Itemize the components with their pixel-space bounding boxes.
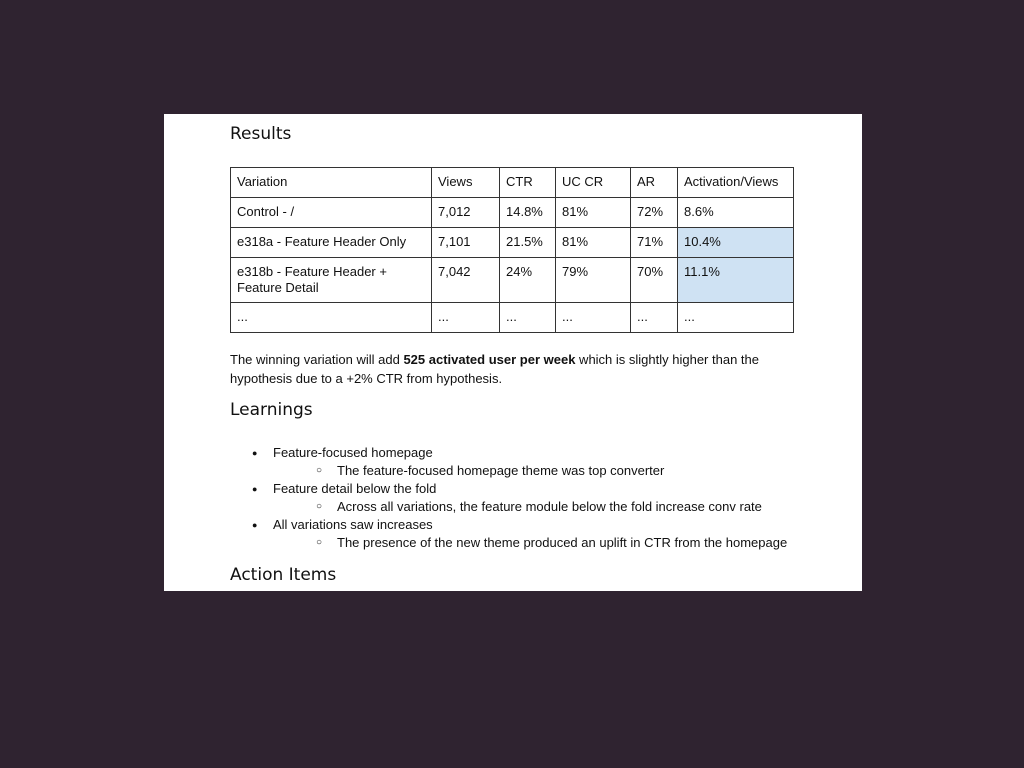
table-cell: Control - / bbox=[231, 198, 432, 228]
table-cell: ... bbox=[678, 303, 794, 333]
summary-paragraph bbox=[230, 350, 790, 388]
action-items-heading: Action Items bbox=[230, 565, 337, 585]
header-cell: Views bbox=[432, 168, 500, 198]
learnings-list bbox=[252, 444, 812, 552]
table-cell: ... bbox=[631, 303, 678, 333]
summary-text: The winning variation will add bbox=[230, 352, 404, 367]
sub-list-item: ○ Across all variations, the feature module below the fold increase conv rate bbox=[273, 498, 812, 516]
table-cell: ... bbox=[231, 303, 432, 333]
header-cell: Variation bbox=[231, 168, 432, 198]
table-cell: e318b - Feature Header + Feature Detail bbox=[231, 258, 432, 303]
table-cell: ... bbox=[432, 303, 500, 333]
table-cell: 14.8% bbox=[500, 198, 556, 228]
table-cell: 7,042 bbox=[432, 258, 500, 303]
learnings-heading: Learnings bbox=[230, 400, 313, 420]
table-cell: 81% bbox=[556, 198, 631, 228]
list-item-label: Feature detail below the fold bbox=[273, 481, 437, 496]
sub-list bbox=[273, 498, 812, 516]
list-item-label: All variations saw increases bbox=[273, 517, 433, 532]
results-heading: Results bbox=[230, 124, 292, 144]
table-cell: ... bbox=[500, 303, 556, 333]
results-table bbox=[230, 167, 794, 333]
sub-list bbox=[273, 534, 812, 552]
sub-list bbox=[273, 462, 812, 480]
header-cell: AR bbox=[631, 168, 678, 198]
table-row bbox=[231, 303, 794, 333]
table-cell: 7,101 bbox=[432, 228, 500, 258]
header-cell: Activation/Views bbox=[678, 168, 794, 198]
highlighted-cell: 10.4% bbox=[678, 228, 794, 258]
table-cell: 70% bbox=[631, 258, 678, 303]
table-cell: e318a - Feature Header Only bbox=[231, 228, 432, 258]
summary-bold-text: 525 activated user per week bbox=[403, 352, 576, 367]
table-cell: 81% bbox=[556, 228, 631, 258]
table-cell: ... bbox=[556, 303, 631, 333]
table-cell: 71% bbox=[631, 228, 678, 258]
document-slide bbox=[164, 114, 862, 591]
table-row bbox=[231, 198, 794, 228]
header-cell: CTR bbox=[500, 168, 556, 198]
sub-list-item: ○ The presence of the new theme produced an uplift in CTR from the homepage bbox=[273, 534, 812, 552]
table-row bbox=[231, 258, 794, 303]
table-cell: 8.6% bbox=[678, 198, 794, 228]
table-cell: 24% bbox=[500, 258, 556, 303]
table-row bbox=[231, 228, 794, 258]
list-item bbox=[252, 516, 812, 552]
table-header-row bbox=[231, 168, 794, 198]
table-cell: 21.5% bbox=[500, 228, 556, 258]
list-item bbox=[252, 480, 812, 516]
table-cell: 7,012 bbox=[432, 198, 500, 228]
header-cell: UC CR bbox=[556, 168, 631, 198]
list-item bbox=[252, 444, 812, 480]
table-cell: 79% bbox=[556, 258, 631, 303]
highlighted-cell: 11.1% bbox=[678, 258, 794, 303]
table-cell: 72% bbox=[631, 198, 678, 228]
sub-list-item: ○ The feature-focused homepage theme was top converter bbox=[273, 462, 812, 480]
list-item-label: Feature-focused homepage bbox=[273, 445, 433, 460]
summary-text: which is slightly higher than the hypothesis due to a +2% CTR from hypothesis. bbox=[230, 352, 759, 386]
